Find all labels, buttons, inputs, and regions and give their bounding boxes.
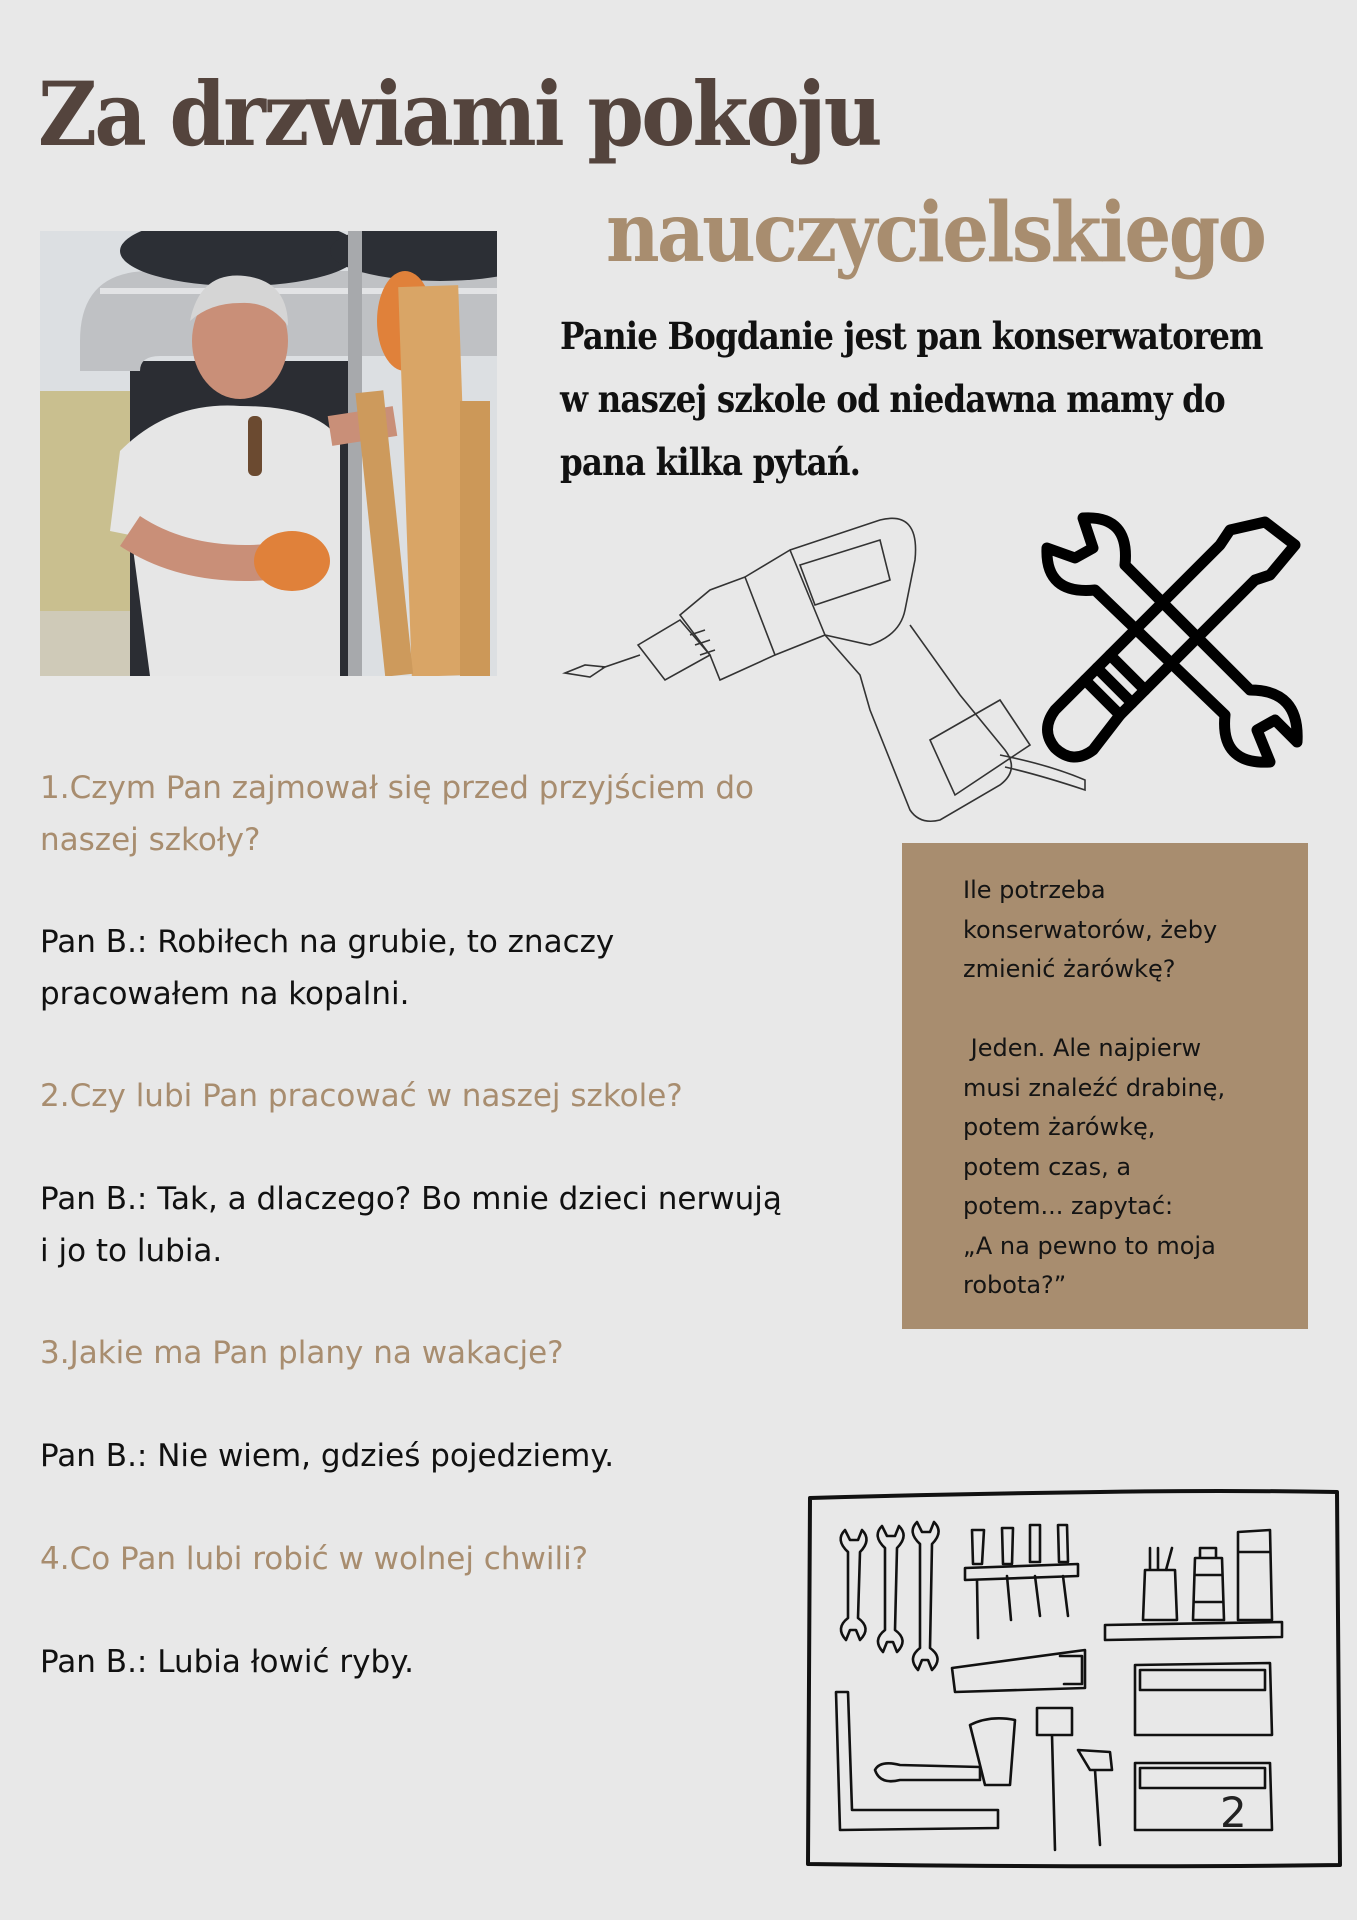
answer-line: Pan B.: Nie wiem, gdzieś pojedziemy. (40, 1438, 615, 1474)
joke-line: Ile potrzeba (963, 876, 1106, 904)
question-4 (40, 1533, 860, 1585)
joke-line: potem czas, a (963, 1152, 1132, 1181)
intro-text (560, 305, 1264, 494)
page-number: 2 (1220, 1788, 1247, 1837)
page-title-line2: nauczycielskiego (606, 185, 1265, 281)
intro-line: pana kilka pytań. (560, 440, 861, 484)
joke-line: potem... zapytać: (963, 1192, 1174, 1220)
answer-3 (40, 1430, 860, 1482)
intro-line: Panie Bogdanie jest pan konserwatorem (560, 314, 1263, 358)
question-line: 2.Czy lubi Pan pracować w naszej szkole? (40, 1078, 683, 1114)
joke-line: zmienić żarówkę? (963, 955, 1176, 983)
wrench-screwdriver-icon (1035, 500, 1315, 784)
question-line: naszej szkoły? (40, 822, 261, 858)
question-line: 4.Co Pan lubi robić w wolnej chwili? (40, 1541, 589, 1577)
joke-line: „A na pewno to moja (963, 1231, 1216, 1260)
answer-4 (40, 1636, 860, 1688)
question-1 (40, 762, 860, 866)
question-line: 1.Czym Pan zajmował się przed przyjściem do (40, 770, 754, 806)
answer-line: i jo to lubia. (40, 1233, 223, 1269)
joke-line: robota?” (963, 1271, 1067, 1299)
page-title-line1: Za drzwiami pokoju (38, 62, 880, 166)
intro-line: w naszej szkole od niedawna mamy do (560, 377, 1225, 421)
joke-line: Jeden. Ale najpierw (963, 1034, 1202, 1062)
question-2 (40, 1070, 860, 1122)
question-3 (40, 1327, 860, 1379)
answer-line: pracowałem na kopalni. (40, 976, 410, 1012)
answer-2 (40, 1173, 860, 1277)
question-line: 3.Jakie ma Pan plany na wakacje? (40, 1335, 564, 1371)
joke-line: konserwatorów, żeby (963, 915, 1218, 944)
tool-board-icon (800, 1480, 1345, 1879)
answer-1 (40, 916, 860, 1020)
joke-line (963, 990, 1225, 1030)
joke-line: musi znaleźć drabinę, (963, 1073, 1226, 1102)
photo-of-maintenance-worker (40, 231, 497, 676)
answer-line: Pan B.: Tak, a dlaczego? Bo mnie dzieci nerwują (40, 1181, 782, 1217)
answer-line: Pan B.: Robiłech na grubie, to znaczy (40, 924, 615, 960)
answer-line: Pan B.: Lubia łowić ryby. (40, 1644, 414, 1680)
joke-box (902, 843, 1308, 1329)
joke-line: potem żarówkę, (963, 1113, 1156, 1141)
